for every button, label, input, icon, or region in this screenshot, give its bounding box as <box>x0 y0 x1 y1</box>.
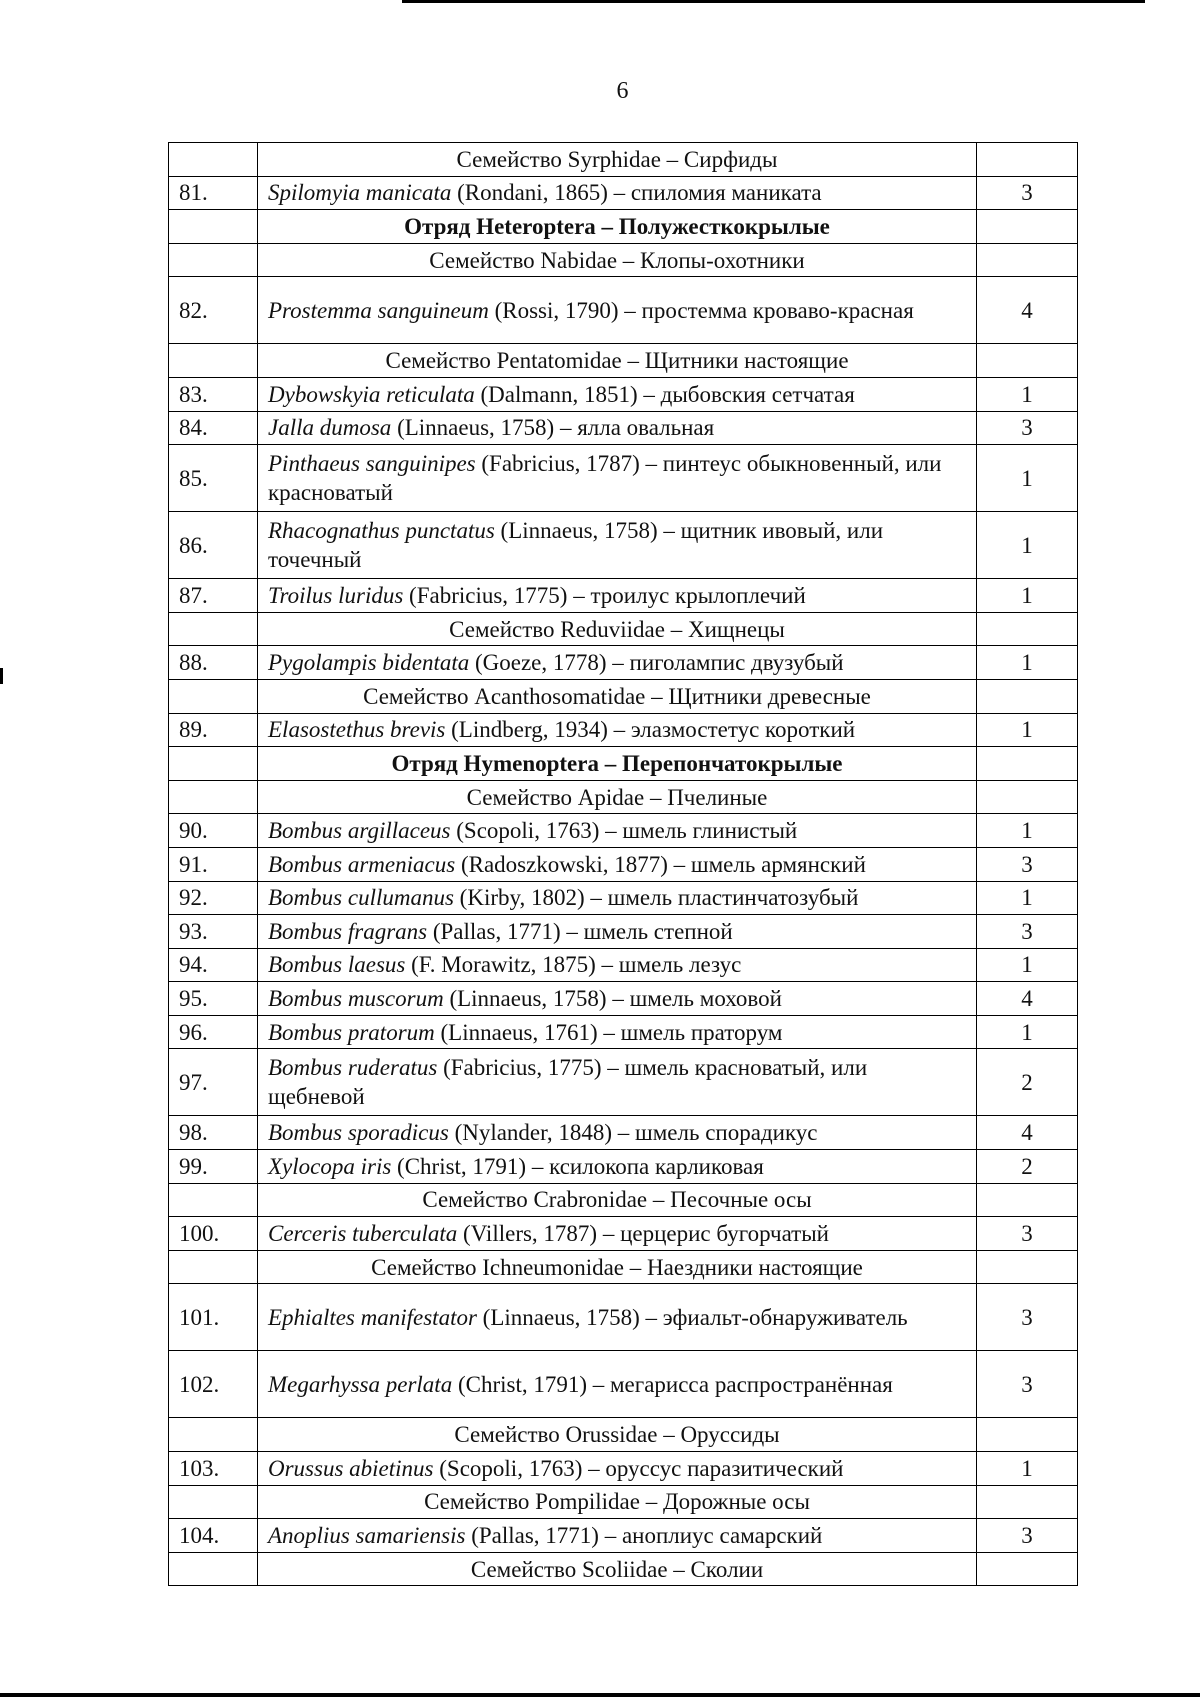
species-row <box>169 1519 1078 1553</box>
empty-category-cell <box>977 1250 1078 1284</box>
rarity-category: 1 <box>977 1015 1078 1049</box>
family-heading: Семейство Acanthosomatidae – Щитники древесные <box>258 679 977 713</box>
species-row <box>169 814 1078 848</box>
species-description <box>258 982 977 1016</box>
species-details: (Goeze, 1778) – пиголампис двузубый <box>469 650 844 676</box>
species-description <box>258 646 977 680</box>
latin-name: Bombus armeniacus <box>268 851 456 877</box>
family-heading: Семейство Reduviidae – Хищнецы <box>258 612 977 646</box>
empty-number-cell <box>169 612 258 646</box>
species-description <box>258 847 977 881</box>
species-row <box>169 579 1078 613</box>
empty-number-cell <box>169 747 258 781</box>
family-heading: Семейство Crabronidae – Песочные осы <box>258 1183 977 1217</box>
empty-category-cell <box>977 612 1078 646</box>
species-details: (F. Morawitz, 1875) – шмель лезус <box>405 952 742 978</box>
latin-name: Ephialtes manifestator <box>268 1304 477 1330</box>
empty-number-cell <box>169 1418 258 1452</box>
family-heading: Семейство Nabidae – Клопы-охотники <box>258 243 977 277</box>
empty-category-cell <box>977 747 1078 781</box>
species-description <box>258 881 977 915</box>
rarity-category: 2 <box>977 1150 1078 1184</box>
species-description <box>258 1217 977 1251</box>
family-heading-row <box>169 243 1078 277</box>
latin-name: Dybowskyia reticulata <box>268 381 475 407</box>
species-table-body <box>169 143 1078 1586</box>
latin-name: Jalla dumosa <box>268 415 392 441</box>
rarity-category: 1 <box>977 713 1078 747</box>
latin-name: Bombus cullumanus <box>268 885 454 911</box>
rarity-category: 1 <box>977 1452 1078 1486</box>
species-description <box>258 512 977 579</box>
row-number: 90. <box>169 814 258 848</box>
row-number: 89. <box>169 713 258 747</box>
species-row <box>169 847 1078 881</box>
species-details: (Linnaeus, 1758) – ялла овальная <box>391 415 715 441</box>
species-row <box>169 948 1078 982</box>
latin-name: Bombus sporadicus <box>268 1120 449 1146</box>
latin-name: Bombus muscorum <box>268 986 444 1012</box>
rarity-category: 3 <box>977 1284 1078 1351</box>
family-heading-row <box>169 1418 1078 1452</box>
empty-category-cell <box>977 679 1078 713</box>
rarity-category: 1 <box>977 948 1078 982</box>
latin-name: Bombus argillaceus <box>268 818 451 844</box>
species-description <box>258 915 977 949</box>
species-details: (Kirby, 1802) – шмель пластинчатозубый <box>453 885 859 911</box>
rarity-category: 1 <box>977 377 1078 411</box>
species-row <box>169 713 1078 747</box>
empty-number-cell <box>169 344 258 378</box>
row-number: 92. <box>169 881 258 915</box>
latin-name: Rhacognathus punctatus <box>268 518 495 544</box>
rarity-category: 4 <box>977 277 1078 344</box>
species-details: (Linnaeus, 1758) – эфиальт-обнаруживатель <box>476 1304 908 1330</box>
row-number: 99. <box>169 1150 258 1184</box>
latin-name: Spilomyia manicata <box>268 180 452 206</box>
rarity-category: 1 <box>977 512 1078 579</box>
species-details: (Rondani, 1865) – спиломия маниката <box>451 180 822 206</box>
species-row <box>169 512 1078 579</box>
row-number: 83. <box>169 377 258 411</box>
species-description <box>258 377 977 411</box>
row-number: 81. <box>169 176 258 210</box>
latin-name: Cerceris tuberculata <box>268 1221 458 1247</box>
empty-category-cell <box>977 344 1078 378</box>
latin-name: Pinthaeus sanguinipes <box>268 451 476 477</box>
family-heading-row <box>169 679 1078 713</box>
row-number: 91. <box>169 847 258 881</box>
latin-name: Xylocopa iris <box>268 1153 392 1179</box>
species-row <box>169 1015 1078 1049</box>
rarity-category: 1 <box>977 646 1078 680</box>
order-heading: Отряд Heteroptera – Полужесткокрылые <box>258 210 977 244</box>
row-number: 104. <box>169 1519 258 1553</box>
species-details: (Scopoli, 1763) – шмель глинистый <box>450 818 798 844</box>
species-description <box>258 713 977 747</box>
empty-category-cell <box>977 780 1078 814</box>
species-details: (Lindberg, 1934) – элазмостетус короткий <box>445 717 856 743</box>
species-row <box>169 377 1078 411</box>
latin-name: Bombus fragrans <box>268 918 428 944</box>
family-heading: Семейство Syrphidae – Сирфиды <box>258 143 977 177</box>
latin-name: Prostemma sanguineum <box>268 297 489 323</box>
species-row <box>169 1351 1078 1418</box>
species-row <box>169 445 1078 512</box>
row-number: 84. <box>169 411 258 445</box>
row-number: 98. <box>169 1116 258 1150</box>
species-row <box>169 915 1078 949</box>
row-number: 97. <box>169 1049 258 1116</box>
species-details: (Fabricius, 1775) – троилус крылоплечий <box>403 582 806 608</box>
species-row <box>169 176 1078 210</box>
species-row <box>169 1116 1078 1150</box>
empty-number-cell <box>169 210 258 244</box>
species-details: (Fabricius, 1775) – шмель красноватый, или щебневой <box>268 1055 868 1110</box>
latin-name: Bombus pratorum <box>268 1019 435 1045</box>
family-heading-row <box>169 612 1078 646</box>
empty-category-cell <box>977 1418 1078 1452</box>
empty-category-cell <box>977 210 1078 244</box>
family-heading: Семейство Scoliidae – Сколии <box>258 1552 977 1586</box>
row-number: 87. <box>169 579 258 613</box>
empty-category-cell <box>977 1485 1078 1519</box>
row-number: 100. <box>169 1217 258 1251</box>
latin-name: Orussus abietinus <box>268 1455 434 1481</box>
empty-number-cell <box>169 780 258 814</box>
rarity-category: 3 <box>977 411 1078 445</box>
row-number: 103. <box>169 1452 258 1486</box>
empty-category-cell <box>977 243 1078 277</box>
species-details: (Christ, 1791) – мегарисса распространённая <box>452 1371 893 1397</box>
empty-number-cell <box>169 1485 258 1519</box>
row-number: 102. <box>169 1351 258 1418</box>
order-heading: Отряд Hymenoptera – Перепончатокрылые <box>258 747 977 781</box>
species-row <box>169 1284 1078 1351</box>
species-details: (Linnaeus, 1758) – щитник ивовый, или точечный <box>268 518 884 573</box>
species-description <box>258 579 977 613</box>
row-number: 86. <box>169 512 258 579</box>
family-heading: Семейство Orussidae – Оруссиды <box>258 1418 977 1452</box>
latin-name: Bombus laesus <box>268 952 406 978</box>
latin-name: Anoplius samariensis <box>268 1523 466 1549</box>
species-description <box>258 1150 977 1184</box>
species-description <box>258 176 977 210</box>
row-number: 85. <box>169 445 258 512</box>
empty-category-cell <box>977 1183 1078 1217</box>
species-row <box>169 411 1078 445</box>
species-description <box>258 1015 977 1049</box>
latin-name: Pygolampis bidentata <box>268 650 470 676</box>
rarity-category: 4 <box>977 982 1078 1016</box>
empty-number-cell <box>169 143 258 177</box>
species-description <box>258 948 977 982</box>
latin-name: Troilus luridus <box>268 582 404 608</box>
species-row <box>169 982 1078 1016</box>
species-details: (Pallas, 1771) – аноплиус самарский <box>465 1523 823 1549</box>
species-description <box>258 445 977 512</box>
rarity-category: 3 <box>977 1519 1078 1553</box>
empty-number-cell <box>169 1183 258 1217</box>
family-heading: Семейство Apidae – Пчелиные <box>258 780 977 814</box>
family-heading-row <box>169 1485 1078 1519</box>
species-description <box>258 1049 977 1116</box>
rarity-category: 1 <box>977 814 1078 848</box>
rarity-category: 3 <box>977 1217 1078 1251</box>
row-number: 88. <box>169 646 258 680</box>
rarity-category: 2 <box>977 1049 1078 1116</box>
species-details: (Pallas, 1771) – шмель степной <box>427 918 733 944</box>
species-description <box>258 277 977 344</box>
species-row <box>169 881 1078 915</box>
family-heading: Семейство Ichneumonidae – Наездники настоящие <box>258 1250 977 1284</box>
empty-number-cell <box>169 679 258 713</box>
rarity-category: 4 <box>977 1116 1078 1150</box>
species-details: (Fabricius, 1787) – пинтеус обыкновенный, или красноватый <box>268 451 942 506</box>
family-heading-row <box>169 1250 1078 1284</box>
family-heading-row <box>169 1552 1078 1586</box>
rarity-category: 1 <box>977 445 1078 512</box>
species-details: (Rossi, 1790) – простемма кроваво-красная <box>488 297 914 323</box>
species-details: (Villers, 1787) – церцерис бугорчатый <box>457 1221 829 1247</box>
family-heading: Семейство Pompilidae – Дорожные осы <box>258 1485 977 1519</box>
species-table <box>168 142 1078 1586</box>
page-number: 6 <box>616 78 629 104</box>
species-details: (Christ, 1791) – ксилокопа карликовая <box>391 1153 764 1179</box>
species-details: (Scopoli, 1763) – оруссус паразитический <box>433 1455 844 1481</box>
species-row <box>169 646 1078 680</box>
species-details: (Linnaeus, 1761) – шмель праторум <box>434 1019 783 1045</box>
species-row <box>169 1217 1078 1251</box>
species-description <box>258 1116 977 1150</box>
row-number: 82. <box>169 277 258 344</box>
family-heading-row <box>169 344 1078 378</box>
empty-number-cell <box>169 243 258 277</box>
species-details: (Dalmann, 1851) – дыбовския сетчатая <box>474 381 855 407</box>
family-heading-row <box>169 1183 1078 1217</box>
row-number: 93. <box>169 915 258 949</box>
row-number: 95. <box>169 982 258 1016</box>
margin-mark <box>0 668 3 684</box>
top-rule <box>402 0 1145 3</box>
family-heading-row <box>169 143 1078 177</box>
family-heading: Семейство Pentatomidae – Щитники настоящие <box>258 344 977 378</box>
empty-number-cell <box>169 1250 258 1284</box>
species-description <box>258 1284 977 1351</box>
empty-category-cell <box>977 143 1078 177</box>
row-number: 96. <box>169 1015 258 1049</box>
species-details: (Nylander, 1848) – шмель спорадикус <box>448 1120 818 1146</box>
row-number: 101. <box>169 1284 258 1351</box>
species-description <box>258 411 977 445</box>
species-row <box>169 1049 1078 1116</box>
species-details: (Radoszkowski, 1877) – шмель армянский <box>455 851 866 877</box>
order-heading-row <box>169 747 1078 781</box>
rarity-category: 1 <box>977 881 1078 915</box>
bottom-rule <box>0 1693 1200 1697</box>
species-description <box>258 1452 977 1486</box>
latin-name: Megarhyssa perlata <box>268 1371 453 1397</box>
species-row <box>169 277 1078 344</box>
species-description <box>258 1351 977 1418</box>
species-description <box>258 814 977 848</box>
species-row <box>169 1150 1078 1184</box>
empty-number-cell <box>169 1552 258 1586</box>
latin-name: Elasostethus brevis <box>268 717 446 743</box>
species-description <box>258 1519 977 1553</box>
species-details: (Linnaeus, 1758) – шмель моховой <box>443 986 782 1012</box>
latin-name: Bombus ruderatus <box>268 1055 438 1081</box>
row-number: 94. <box>169 948 258 982</box>
rarity-category: 3 <box>977 847 1078 881</box>
rarity-category: 3 <box>977 915 1078 949</box>
family-heading-row <box>169 780 1078 814</box>
rarity-category: 3 <box>977 176 1078 210</box>
rarity-category: 1 <box>977 579 1078 613</box>
species-row <box>169 1452 1078 1486</box>
order-heading-row <box>169 210 1078 244</box>
empty-category-cell <box>977 1552 1078 1586</box>
rarity-category: 3 <box>977 1351 1078 1418</box>
